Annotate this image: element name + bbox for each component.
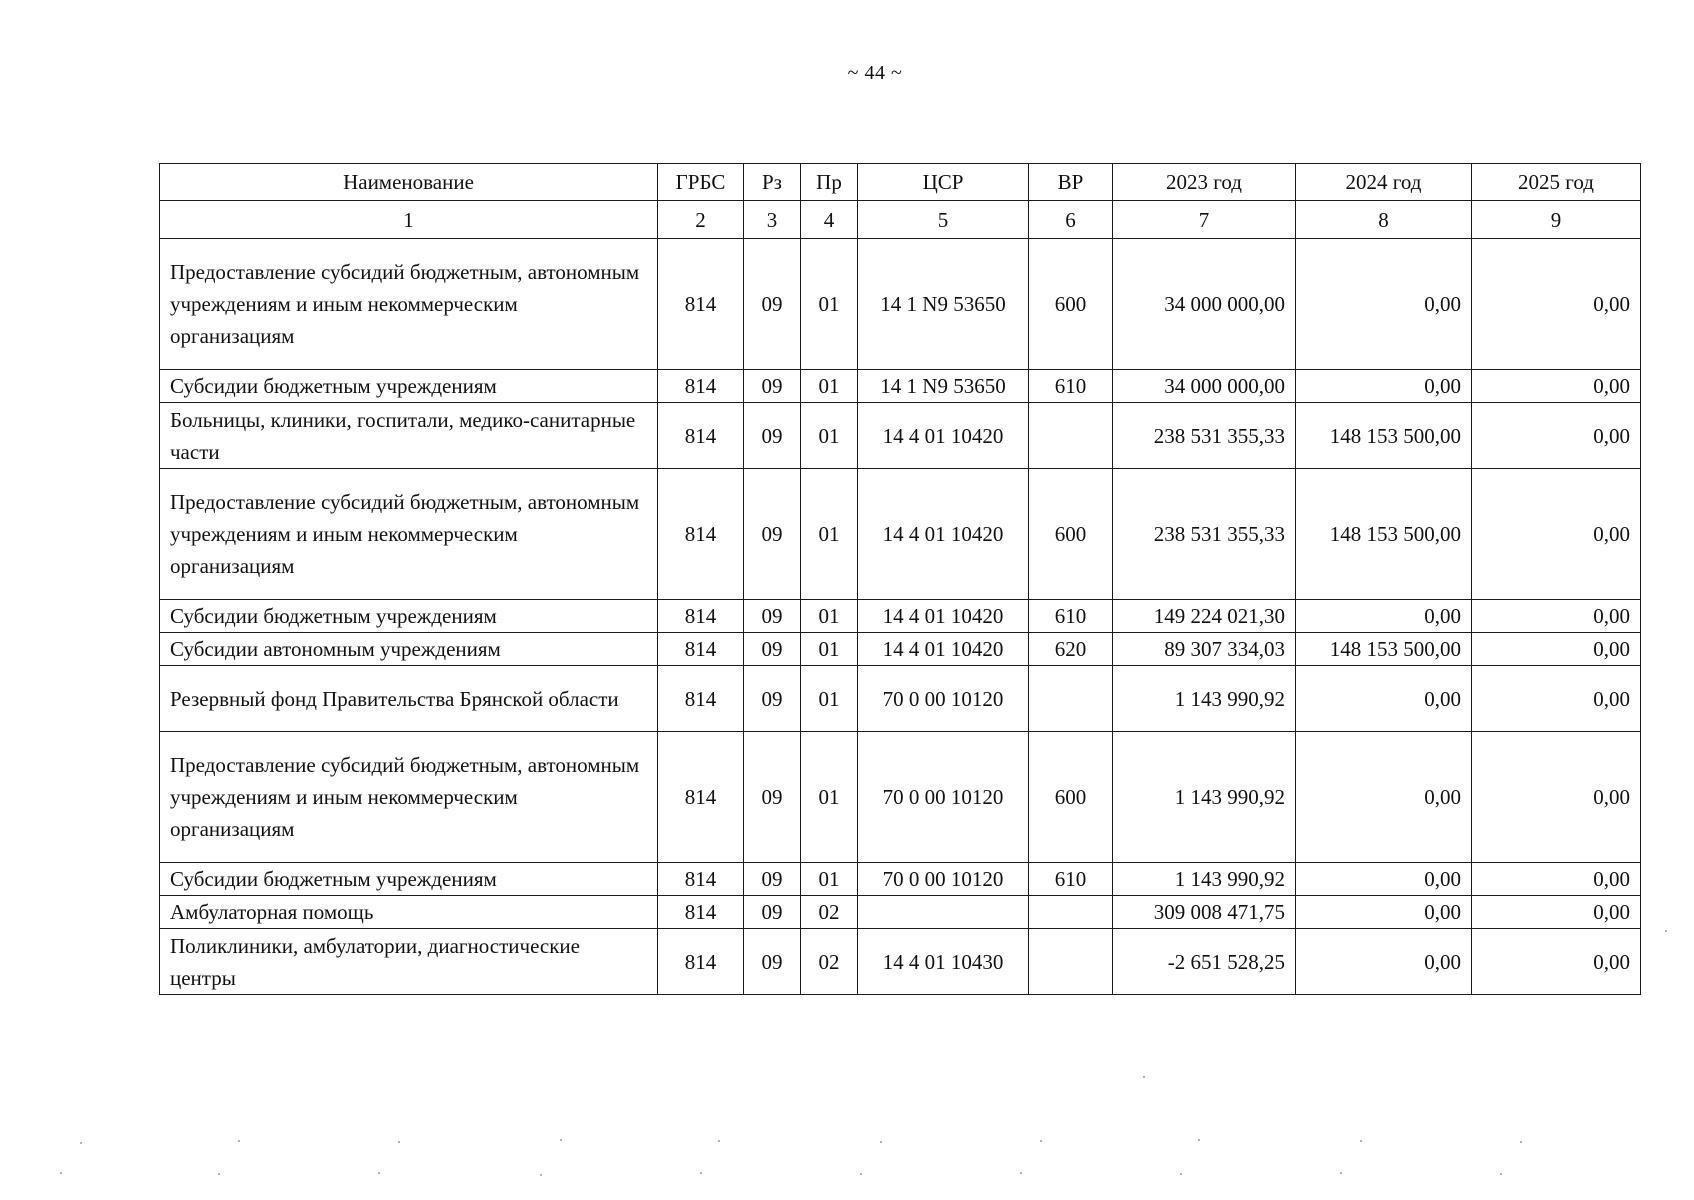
cell-2025: 0,00 — [1472, 732, 1641, 863]
cell-2024: 0,00 — [1296, 929, 1472, 995]
table-row — [160, 896, 1641, 929]
column-number: 9 — [1472, 201, 1641, 239]
table-row — [160, 929, 1641, 995]
cell-grbs: 814 — [658, 633, 744, 666]
cell-rz: 09 — [744, 239, 801, 370]
cell-pr: 02 — [801, 929, 858, 995]
column-number: 4 — [801, 201, 858, 239]
scan-speck — [700, 1172, 702, 1174]
cell-2025: 0,00 — [1472, 929, 1641, 995]
cell-vr: 600 — [1029, 469, 1113, 600]
cell-vr — [1029, 666, 1113, 732]
cell-grbs: 814 — [658, 370, 744, 403]
cell-2023: -2 651 528,25 — [1113, 929, 1296, 995]
cell-vr: 610 — [1029, 370, 1113, 403]
header-pr: Пр — [801, 164, 858, 201]
scan-speck — [398, 1141, 400, 1143]
cell-vr — [1029, 929, 1113, 995]
column-number: 3 — [744, 201, 801, 239]
column-number: 5 — [858, 201, 1029, 239]
column-number: 2 — [658, 201, 744, 239]
cell-name: Больницы, клиники, госпитали, медико-санитарные части — [160, 403, 658, 469]
cell-csr: 14 1 N9 53650 — [858, 239, 1029, 370]
scan-speck — [560, 1139, 562, 1141]
cell-vr: 610 — [1029, 600, 1113, 633]
page-number: ~ 44 ~ — [847, 62, 903, 84]
table-row — [160, 239, 1641, 370]
cell-rz: 09 — [744, 732, 801, 863]
cell-pr: 01 — [801, 469, 858, 600]
cell-name: Субсидии бюджетным учреждениям — [160, 600, 658, 633]
cell-2024: 0,00 — [1296, 370, 1472, 403]
cell-rz: 09 — [744, 896, 801, 929]
scan-speck — [1340, 1172, 1342, 1174]
cell-2023: 89 307 334,03 — [1113, 633, 1296, 666]
cell-csr: 14 4 01 10420 — [858, 403, 1029, 469]
cell-pr: 01 — [801, 666, 858, 732]
cell-rz: 09 — [744, 370, 801, 403]
cell-csr: 70 0 00 10120 — [858, 666, 1029, 732]
header-2025: 2025 год — [1472, 164, 1641, 201]
scan-speck — [218, 1173, 220, 1175]
cell-csr: 14 4 01 10420 — [858, 633, 1029, 666]
cell-vr: 620 — [1029, 633, 1113, 666]
table-row — [160, 403, 1641, 469]
scan-speck — [860, 1173, 862, 1175]
cell-2025: 0,00 — [1472, 469, 1641, 600]
header-csr: ЦСР — [858, 164, 1029, 201]
cell-2025: 0,00 — [1472, 239, 1641, 370]
cell-2024: 148 153 500,00 — [1296, 633, 1472, 666]
scan-speck — [540, 1174, 542, 1176]
cell-2024: 0,00 — [1296, 666, 1472, 732]
cell-pr: 01 — [801, 239, 858, 370]
cell-2023: 1 143 990,92 — [1113, 732, 1296, 863]
table-row — [160, 732, 1641, 863]
cell-grbs: 814 — [658, 469, 744, 600]
cell-name: Предоставление субсидий бюджетным, автономным учреждениям и иным некоммерческим организациям — [160, 469, 658, 600]
cell-csr: 14 4 01 10420 — [858, 469, 1029, 600]
cell-2024: 0,00 — [1296, 600, 1472, 633]
cell-name: Предоставление субсидий бюджетным, автономным учреждениям и иным некоммерческим организациям — [160, 732, 658, 863]
cell-2025: 0,00 — [1472, 633, 1641, 666]
cell-2024: 0,00 — [1296, 896, 1472, 929]
cell-rz: 09 — [744, 929, 801, 995]
cell-grbs: 814 — [658, 896, 744, 929]
cell-2024: 0,00 — [1296, 732, 1472, 863]
table-row — [160, 469, 1641, 600]
header-2024: 2024 год — [1296, 164, 1472, 201]
cell-rz: 09 — [744, 469, 801, 600]
header-name: Наименование — [160, 164, 658, 201]
cell-2025: 0,00 — [1472, 370, 1641, 403]
cell-name: Субсидии автономным учреждениям — [160, 633, 658, 666]
table-row — [160, 633, 1641, 666]
cell-2024: 148 153 500,00 — [1296, 469, 1472, 600]
cell-csr: 70 0 00 10120 — [858, 732, 1029, 863]
scan-speck — [238, 1140, 240, 1142]
header-rz: Рз — [744, 164, 801, 201]
cell-pr: 01 — [801, 633, 858, 666]
cell-2023: 149 224 021,30 — [1113, 600, 1296, 633]
table-row — [160, 600, 1641, 633]
cell-grbs: 814 — [658, 863, 744, 896]
cell-name: Поликлиники, амбулатории, диагностические центры — [160, 929, 658, 995]
column-number-row — [160, 201, 1641, 239]
cell-name: Субсидии бюджетным учреждениям — [160, 863, 658, 896]
cell-vr: 600 — [1029, 239, 1113, 370]
column-number: 6 — [1029, 201, 1113, 239]
scan-speck — [60, 1172, 62, 1174]
cell-vr: 600 — [1029, 732, 1113, 863]
cell-pr: 01 — [801, 600, 858, 633]
cell-rz: 09 — [744, 633, 801, 666]
column-number: 1 — [160, 201, 658, 239]
cell-pr: 01 — [801, 403, 858, 469]
scan-speck — [1180, 1173, 1182, 1175]
cell-2023: 1 143 990,92 — [1113, 863, 1296, 896]
scan-speck — [1020, 1172, 1022, 1174]
cell-2023: 34 000 000,00 — [1113, 370, 1296, 403]
cell-csr: 14 4 01 10420 — [858, 600, 1029, 633]
cell-csr: 14 4 01 10430 — [858, 929, 1029, 995]
column-number: 8 — [1296, 201, 1472, 239]
cell-csr: 70 0 00 10120 — [858, 863, 1029, 896]
table-row — [160, 863, 1641, 896]
scan-speck — [80, 1142, 82, 1144]
scan-speck — [378, 1172, 380, 1174]
scan-speck — [1520, 1141, 1522, 1143]
table-row — [160, 370, 1641, 403]
header-vr: ВР — [1029, 164, 1113, 201]
cell-grbs: 814 — [658, 929, 744, 995]
cell-rz: 09 — [744, 600, 801, 633]
cell-grbs: 814 — [658, 239, 744, 370]
cell-grbs: 814 — [658, 403, 744, 469]
cell-2023: 1 143 990,92 — [1113, 666, 1296, 732]
scan-speck — [1143, 1076, 1145, 1078]
cell-rz: 09 — [744, 666, 801, 732]
cell-2025: 0,00 — [1472, 863, 1641, 896]
scan-speck — [1040, 1140, 1042, 1142]
cell-name: Амбулаторная помощь — [160, 896, 658, 929]
cell-2025: 0,00 — [1472, 896, 1641, 929]
scan-speck — [1665, 930, 1667, 932]
cell-grbs: 814 — [658, 666, 744, 732]
header-row — [160, 164, 1641, 201]
cell-2023: 34 000 000,00 — [1113, 239, 1296, 370]
cell-rz: 09 — [744, 863, 801, 896]
scan-speck — [1500, 1173, 1502, 1175]
cell-2024: 0,00 — [1296, 239, 1472, 370]
column-number: 7 — [1113, 201, 1296, 239]
cell-2025: 0,00 — [1472, 600, 1641, 633]
budget-table — [159, 163, 1641, 995]
scan-speck — [1360, 1140, 1362, 1142]
cell-grbs: 814 — [658, 600, 744, 633]
cell-vr — [1029, 896, 1113, 929]
table-row — [160, 666, 1641, 732]
cell-vr: 610 — [1029, 863, 1113, 896]
cell-pr: 01 — [801, 370, 858, 403]
cell-2024: 148 153 500,00 — [1296, 403, 1472, 469]
scan-speck — [1198, 1139, 1200, 1141]
cell-grbs: 814 — [658, 732, 744, 863]
cell-2023: 309 008 471,75 — [1113, 896, 1296, 929]
scan-speck — [880, 1141, 882, 1143]
cell-2024: 0,00 — [1296, 863, 1472, 896]
cell-rz: 09 — [744, 403, 801, 469]
cell-pr: 02 — [801, 896, 858, 929]
cell-name: Предоставление субсидий бюджетным, автономным учреждениям и иным некоммерческим организациям — [160, 239, 658, 370]
header-grbs: ГРБС — [658, 164, 744, 201]
cell-csr: 14 1 N9 53650 — [858, 370, 1029, 403]
cell-csr — [858, 896, 1029, 929]
cell-name: Резервный фонд Правительства Брянской области — [160, 666, 658, 732]
cell-pr: 01 — [801, 863, 858, 896]
cell-pr: 01 — [801, 732, 858, 863]
cell-2023: 238 531 355,33 — [1113, 403, 1296, 469]
cell-vr — [1029, 403, 1113, 469]
cell-name: Субсидии бюджетным учреждениям — [160, 370, 658, 403]
scan-speck — [718, 1140, 720, 1142]
cell-2025: 0,00 — [1472, 666, 1641, 732]
cell-2023: 238 531 355,33 — [1113, 469, 1296, 600]
cell-2025: 0,00 — [1472, 403, 1641, 469]
header-2023: 2023 год — [1113, 164, 1296, 201]
